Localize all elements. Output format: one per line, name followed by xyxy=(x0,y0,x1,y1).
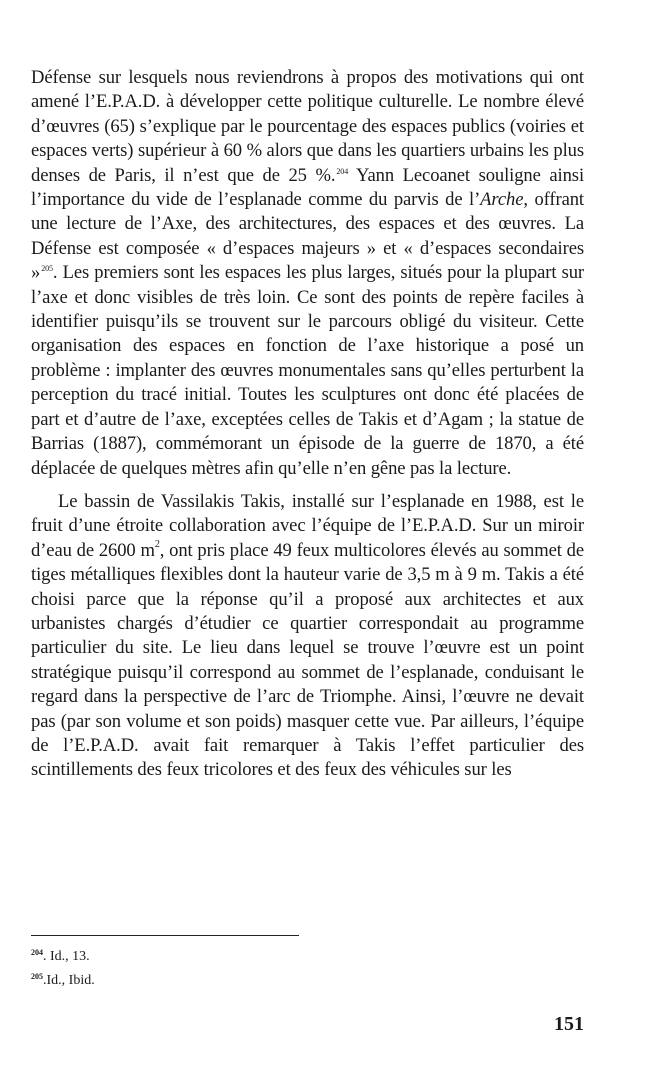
square-exponent: 2 xyxy=(154,538,160,550)
footnote-ref-205: 205 xyxy=(41,264,53,274)
footnote-204 xyxy=(31,945,95,969)
page-number: 151 xyxy=(554,1013,584,1035)
footnote-number: 204 xyxy=(31,948,43,957)
paragraph-1-text-a: Défense sur lesquels nous reviendrons à propos des motivations qui ont amené l’E.P.A.D. à développer cette politique culturelle. Le nombre élevé d’œuvres (65) s’explique par le pourcentage des espaces publics (voiries et espaces verts) supérieur à 60 % alors que dans les quartiers urbains les plus denses de Paris, il n’est que de 25 %. xyxy=(31,67,584,186)
paragraph-1-text-c: , offrant une lecture de l’Axe, des architectures, des espaces et des œuvres. La Défense est composée « d’espaces majeurs » et « d’espaces secondaires » xyxy=(31,189,584,284)
footnote-ref-204: 204 xyxy=(336,166,349,176)
paragraph-2 xyxy=(31,490,584,783)
page-body xyxy=(31,66,584,783)
paragraph-1-text-b: Yann Lecoanet souligne ainsi l’importance du vide de l’esplanade comme du parvis de l’ xyxy=(31,164,585,211)
footnote-text: . Id., 13. xyxy=(43,949,90,964)
footnote-205 xyxy=(31,969,95,993)
italic-arche: Arche xyxy=(480,189,524,211)
paragraph-1-text-d: . Les premiers sont les espaces les plus larges, situés pour la plupart sur l’axe et donc visibles de très loin. Ce sont des points de repère faciles à identifier puisqu’ils se trouvent sur le parcours obligé du visiteur. Cette organisation des espaces en fonction de l’axe historique a posé un problème : implanter des œuvres monumentales sans qu’elles perturbent la perception du tracé initial. Toutes les sculptures ont donc été placées de part et d’autre de l’axe, exceptées celles de Takis et d’Agam ; la statue de Barrias (1887), commémorant un épisode de la guerre de 1870, a été déplacée de quelques mètres afin qu’elle n’en gêne pas la lecture. xyxy=(31,262,584,479)
footnote-separator xyxy=(31,935,299,936)
paragraph-1 xyxy=(31,66,584,481)
footnote-number: 205 xyxy=(31,972,43,981)
paragraph-2-text-b: , ont pris place 49 feux multicolores élevés au sommet de tiges métalliques flexibles dont la hauteur varie de 3,5 m à 9 m. Takis a été choisi parce que la réponse qu’il a proposé aux architectes et aux urbanistes chargés d’étudier ce quartier correspondait au programme particulier du site. Le lieu dans lequel se trouve l’œuvre est un point stratégique puisqu’il correspond au sommet de l’esplanade, conduisant le regard dans la perspective de l’arc de Triomphe. Ainsi, l’œuvre ne devait pas (par son volume et son poids) masquer cette vue. Par ailleurs, l’équipe de l’E.P.A.D. avait fait remarquer à Takis l’effet particulier des scintillements des feux tricolores et des feux des véhicules sur les xyxy=(31,539,585,781)
paragraph-2-text-a: Le bassin de Vassilakis Takis, installé sur l’esplanade en 1988, est le fruit d’une étroite collaboration avec l’équipe de l’E.P.A.D. Sur un miroir d’eau de 2600 m xyxy=(31,490,584,561)
footnotes xyxy=(31,945,95,993)
footnote-text: .Id., Ibid. xyxy=(43,973,95,988)
